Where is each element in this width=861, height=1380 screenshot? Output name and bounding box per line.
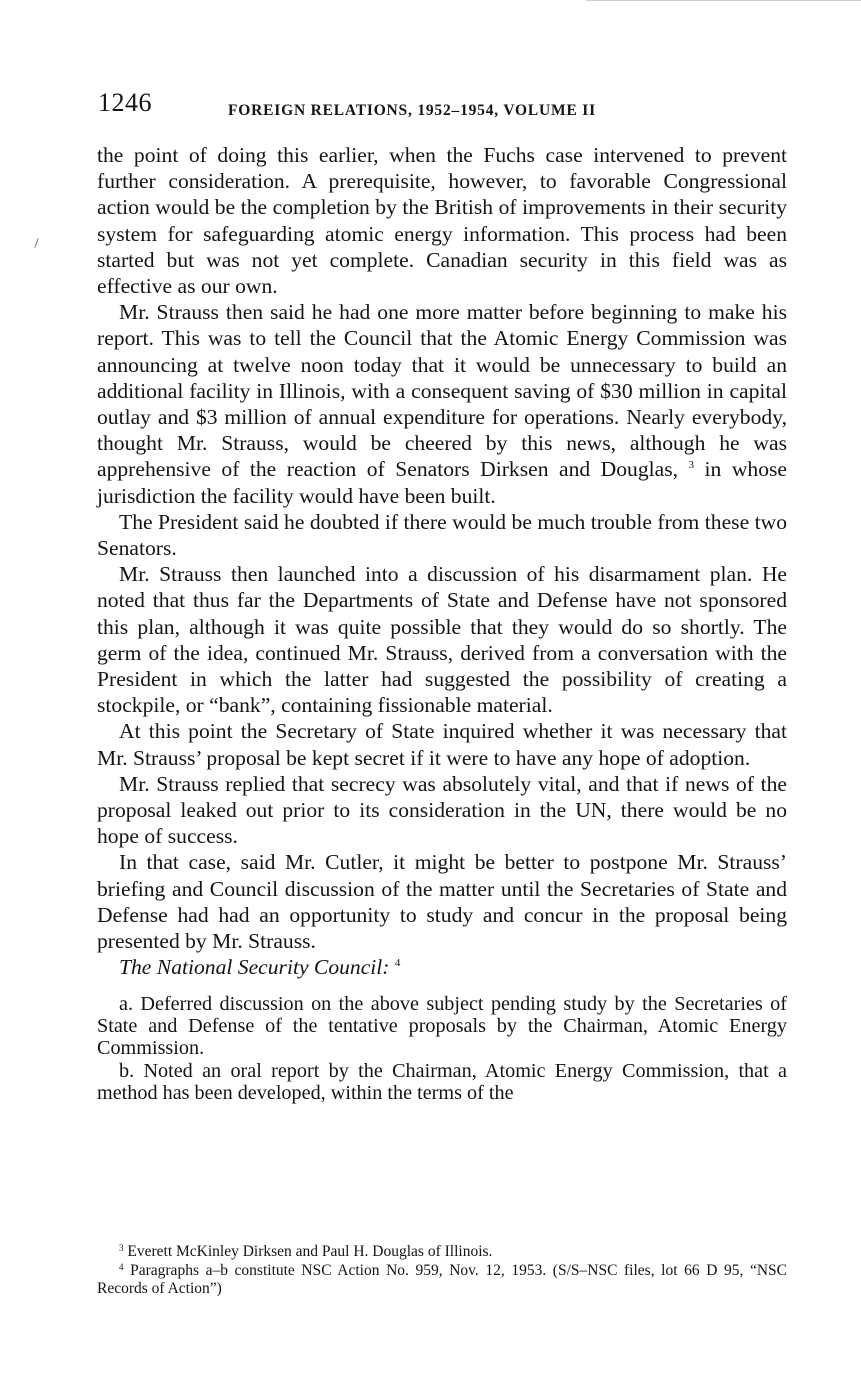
resolution-b: b. Noted an oral report by the Chairman, Atomic Energy Commission, that a method has been developed, within the terms of the — [97, 1059, 787, 1105]
paragraph-3: The President said he doubted if there would be much trouble from these two Senators. — [97, 509, 787, 561]
paragraph-4: Mr. Strauss then launched into a discussion of his disarmament plan. He noted that thus far the Departments of State and Defense have not sponsored this plan, although it was quite possible that they would do so shortly. The germ of the idea, continued Mr. Strauss, derived from a conversation with the President in which the latter had suggested the possibility of creating a stockpile, or “bank”, containing fissionable material. — [97, 562, 787, 718]
running-head: FOREIGN RELATIONS, 1952–1954, VOLUME II — [228, 102, 596, 119]
footnote-4-text: Paragraphs a–b constitute NSC Action No. 959, Nov. 12, 1953. (S/S–NSC files, lot 66 D 95, “NSC Records of Action”) — [97, 1261, 788, 1297]
footnote-ref-4: 4 — [394, 957, 401, 970]
nsc-label: The National Security Council: — [119, 955, 390, 980]
paragraph-6: Mr. Strauss replied that secrecy was absolutely vital, and that if news of the proposal leaked out prior to its consideration in the UN, there would be no hope of success. — [97, 771, 787, 849]
footnote-3 — [97, 1243, 787, 1262]
margin-mark — [34, 238, 38, 248]
footnote-3-number: 3 — [119, 1243, 124, 1253]
page-header — [97, 88, 787, 128]
top-edge-rule — [586, 0, 861, 1]
resolution-a: a. Deferred discussion on the above subject pending study by the Secretaries of State and Defense of the tentative proposals by the Chairman, Atomic Energy Commission. — [97, 992, 787, 1060]
footnote-3-text: Everett McKinley Dirksen and Paul H. Douglas of Illinois. — [127, 1243, 493, 1260]
paragraph-7: In that case, said Mr. Cutler, it might be better to postpone Mr. Strauss’ briefing and Council discussion of the matter until the Secretaries of State and Defense had had an opportunity to study and concur in the proposal being presented by Mr. Strauss. — [97, 850, 787, 954]
footnote-ref-3: 3 — [688, 459, 695, 472]
paragraph-5: At this point the Secretary of State inquired whether it was necessary that Mr. Strauss’ proposal be kept secret if it were to have any hope of adoption. — [97, 719, 787, 770]
nsc-resolutions — [97, 993, 787, 1105]
document-page — [97, 88, 787, 1105]
paragraph-2-text: Mr. Strauss then said he had one more matter before beginning to make his report. This was to tell the Council that the Atomic Energy Commission was announcing at twelve noon today that it would be unnecessary to build an additional facility in Illinois, with a consequent saving of $30 million in capital outlay and $3 million of annual expenditure for operations. Nearly everybody, thought Mr. Strauss, would be cheered by this news, although he was apprehensive of the reaction of Senators Dirksen and Douglas, — [97, 300, 787, 482]
paragraph-2-tail: in whose jurisdiction the facility would have been built. — [97, 457, 787, 508]
footnotes — [97, 1243, 787, 1299]
paragraph-1: the point of doing this earlier, when the Fuchs case intervened to prevent further consideration. A prerequisite, however, to favorable Congressional action would be the completion by the British of improvements in their security system for safeguarding atomic energy information. This process had been started but was not yet complete. Canadian security in this field was as effective as our own. — [97, 143, 787, 299]
footnote-4 — [97, 1262, 787, 1299]
page-number: 1246 — [98, 88, 152, 117]
paragraph-2 — [97, 299, 787, 509]
nsc-heading — [97, 954, 787, 980]
body-text — [97, 142, 787, 981]
footnote-4-number: 4 — [119, 1261, 124, 1272]
